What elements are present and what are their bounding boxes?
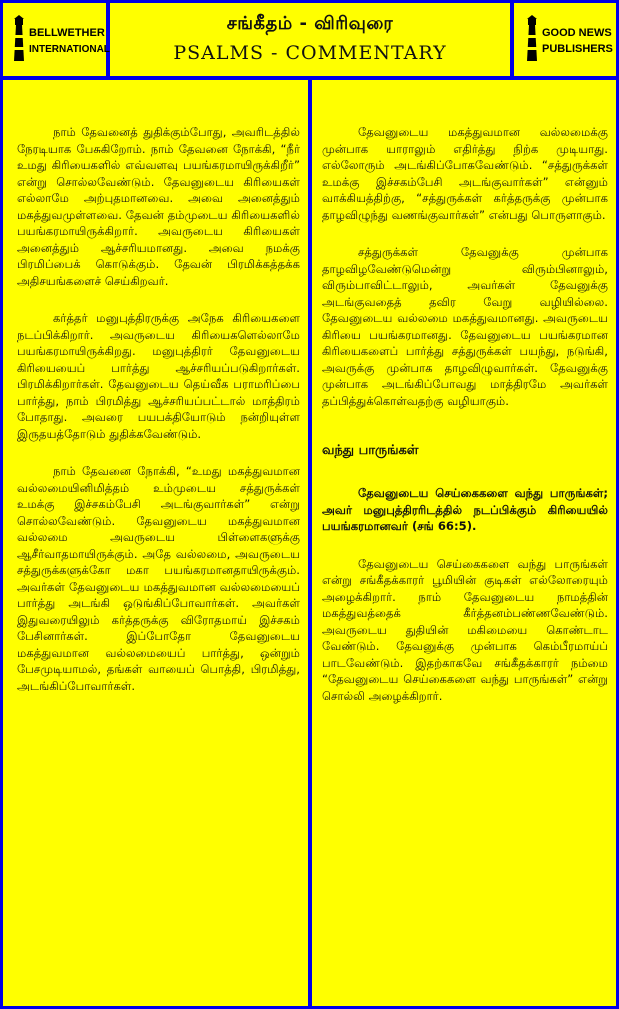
good-news-line2: PUBLISHERS xyxy=(542,43,613,55)
lighthouse-icon xyxy=(524,15,540,63)
right-column xyxy=(312,80,616,1006)
lighthouse-icon xyxy=(11,15,27,63)
bellwether-logo xyxy=(3,3,110,76)
section-heading: வந்து பாருங்கள் xyxy=(322,443,419,458)
bible-verse: தேவனுடைய செய்கைகளை வந்து பாருங்கள்; அவர் மனுபுத்திரரிடத்தில் நடப்பிக்கும் கிரியையில் பயங்கரமானவர் (சங் 66:5). xyxy=(322,486,608,533)
title-tamil: சங்கீதம் - விரிவுரை xyxy=(226,13,394,34)
good-news-logo xyxy=(514,3,616,76)
bellwether-line2: INTERNATIONAL xyxy=(29,44,110,55)
paragraph: தேவனுடைய மகத்துவமான வல்லமைக்கு முன்பாக யாராலும் எதிர்த்து நிற்க முடியாது. எல்லோரும் அடங்கிப்போகவேண்டும். “சத்துருக்கள் உமக்கு இச்சகம்பேசி அடங்குவார்கள்” என்னும் வாக்கியத்திற்கு, “சத்துருக்கள் கர்த்தருக்கு முன்பாக தாழவிழுந்து வணங்குவார்கள்” என்பது பொருளாகும். xyxy=(322,125,608,222)
good-news-line1: GOOD NEWS xyxy=(542,27,612,39)
paragraph: நாம் தேவனைத் துதிக்கும்போது, அவரிடத்தில் நேரடியாக பேசுகிறோம். நாம் தேவனை நோக்கி, “நீர் உமது கிரியைகளில் எவ்வளவு பயங்கரமாயிருக்கிறீர்” என்று சொல்லவேண்டும். தேவனுடைய கிரியைகள் எல்லாமே அற்புதமானவை. அவை அனைத்தும் மகத்துவமுள்ளவை. தேவன் தம்முடைய கிரியைகளில் பயங்கரமாயிருக்கிறார். அவருடைய கிரியைகள் அனைத்தும் ஆச்சரியமானது. அவை நமக்கு பிரமிப்பைக் கொடுக்கும். தேவன் பிரமிக்கத்தக்க அதிசயங்களைச் செய்கிறவர். xyxy=(17,125,300,288)
bellwether-line1: BELLWETHER xyxy=(29,27,105,39)
paragraph: கர்த்தர் மனுபுத்திரருக்கு அநேக கிரியைகளை நடப்பிக்கிறார். அவருடைய கிரியைகளெல்லாமே பயங்கரமாயிருக்கிறது. மனுபுத்திரர் தேவனுடைய கிரியையைப் பார்த்து ஆச்சரியப்படுகிறார்கள். பிரமிக்கிறார்கள். தேவனுடைய தெய்வீக பராமரிப்பை பார்த்து, நாம் பிரமித்து ஆச்சரியப்பட்டால் மாத்திரம் போதாது. அவரை பயபக்தியோடும் நன்றியுள்ள இருதயத்தோடும் துதிக்கவேண்டும். xyxy=(17,311,300,441)
paragraph: தேவனுடைய செய்கைகளை வந்து பாருங்கள் என்று சங்கீதக்காரர் பூமியின் குடிகள் எல்லோரையும் அழைக்கிறார். நாம் தேவனுடைய நாமத்தின் மகத்துவத்தைக் கீர்த்தனம்பண்ணவேண்டும். அவருடைய துதியின் மகிமையை கொண்டாட வேண்டும். தேவனுக்கு முன்பாக கெம்பீரமாய்ப் பாடவேண்டும். இதற்காகவே சங்கீதக்காரர் நம்மை “தேவனுடைய செய்கைகளை வந்து பாருங்கள்” என்று சொல்லி அழைக்கிறார். xyxy=(322,556,608,703)
paragraph: நாம் தேவனை நோக்கி, “உமது மகத்துவமான வல்லமையினிமித்தம் உம்முடைய சத்துருக்கள் உமக்கு இச்சகம்பேசி அடங்குவார்கள்” என்று சொல்லவேண்டும். தேவனுடைய மகத்துவமான வல்லமை அவருடைய பிள்ளைகளுக்கு ஆசீர்வாதமாயிருக்கும். அதே வல்லமை, அவருடைய சத்துருக்களுக்கோ மகா பயங்கரமானதாயிருக்கும். அவர்கள் தேவனுடைய மகத்துவமான வல்லமையைப் பார்த்து அடங்கி ஒடுங்கிப்போவார்கள். அவர்கள் இதுவரையிலும் கர்த்தருக்கு விரோதமாய் இச்சகம் பேசினார்கள். இப்போதோ தேவனுடைய மகத்துவமான வல்லமையைப் பார்த்து, ஒன்றும் பேசமுடியாமல், தங்கள் வாயைப் பொத்தி, பிரமித்து, அடங்கிப்போவார்கள். xyxy=(17,464,300,693)
paragraph: சத்துருக்கள் தேவனுக்கு முன்பாக தாழவிழவேண்டுமென்று விரும்பினாலும், விரும்பாவிட்டாலும், அவர்கள் தேவனுக்கு அடங்குவதைத் தவிர வேறு வழியில்லை. தேவனுடைய வல்லமை மகத்துவமானது. அவருடைய கிரியை பயங்கரமானது. தேவனுடைய பயங்கரமான கிரியைகளைப் பார்த்து சத்துருக்கள் பயந்து, நடுங்கி, அவருக்கு முன்பாக தாழவிழுவார்கள். தேவனுக்கு முன்பாக அடங்கிப்போவது மாத்திரமே அவர்கள் தப்பித்துக்கொள்வதற்கு வழியாகும். xyxy=(322,245,608,408)
page-title xyxy=(110,3,510,76)
title-english: PSALMS - COMMENTARY xyxy=(173,42,447,64)
left-column xyxy=(3,80,308,1006)
